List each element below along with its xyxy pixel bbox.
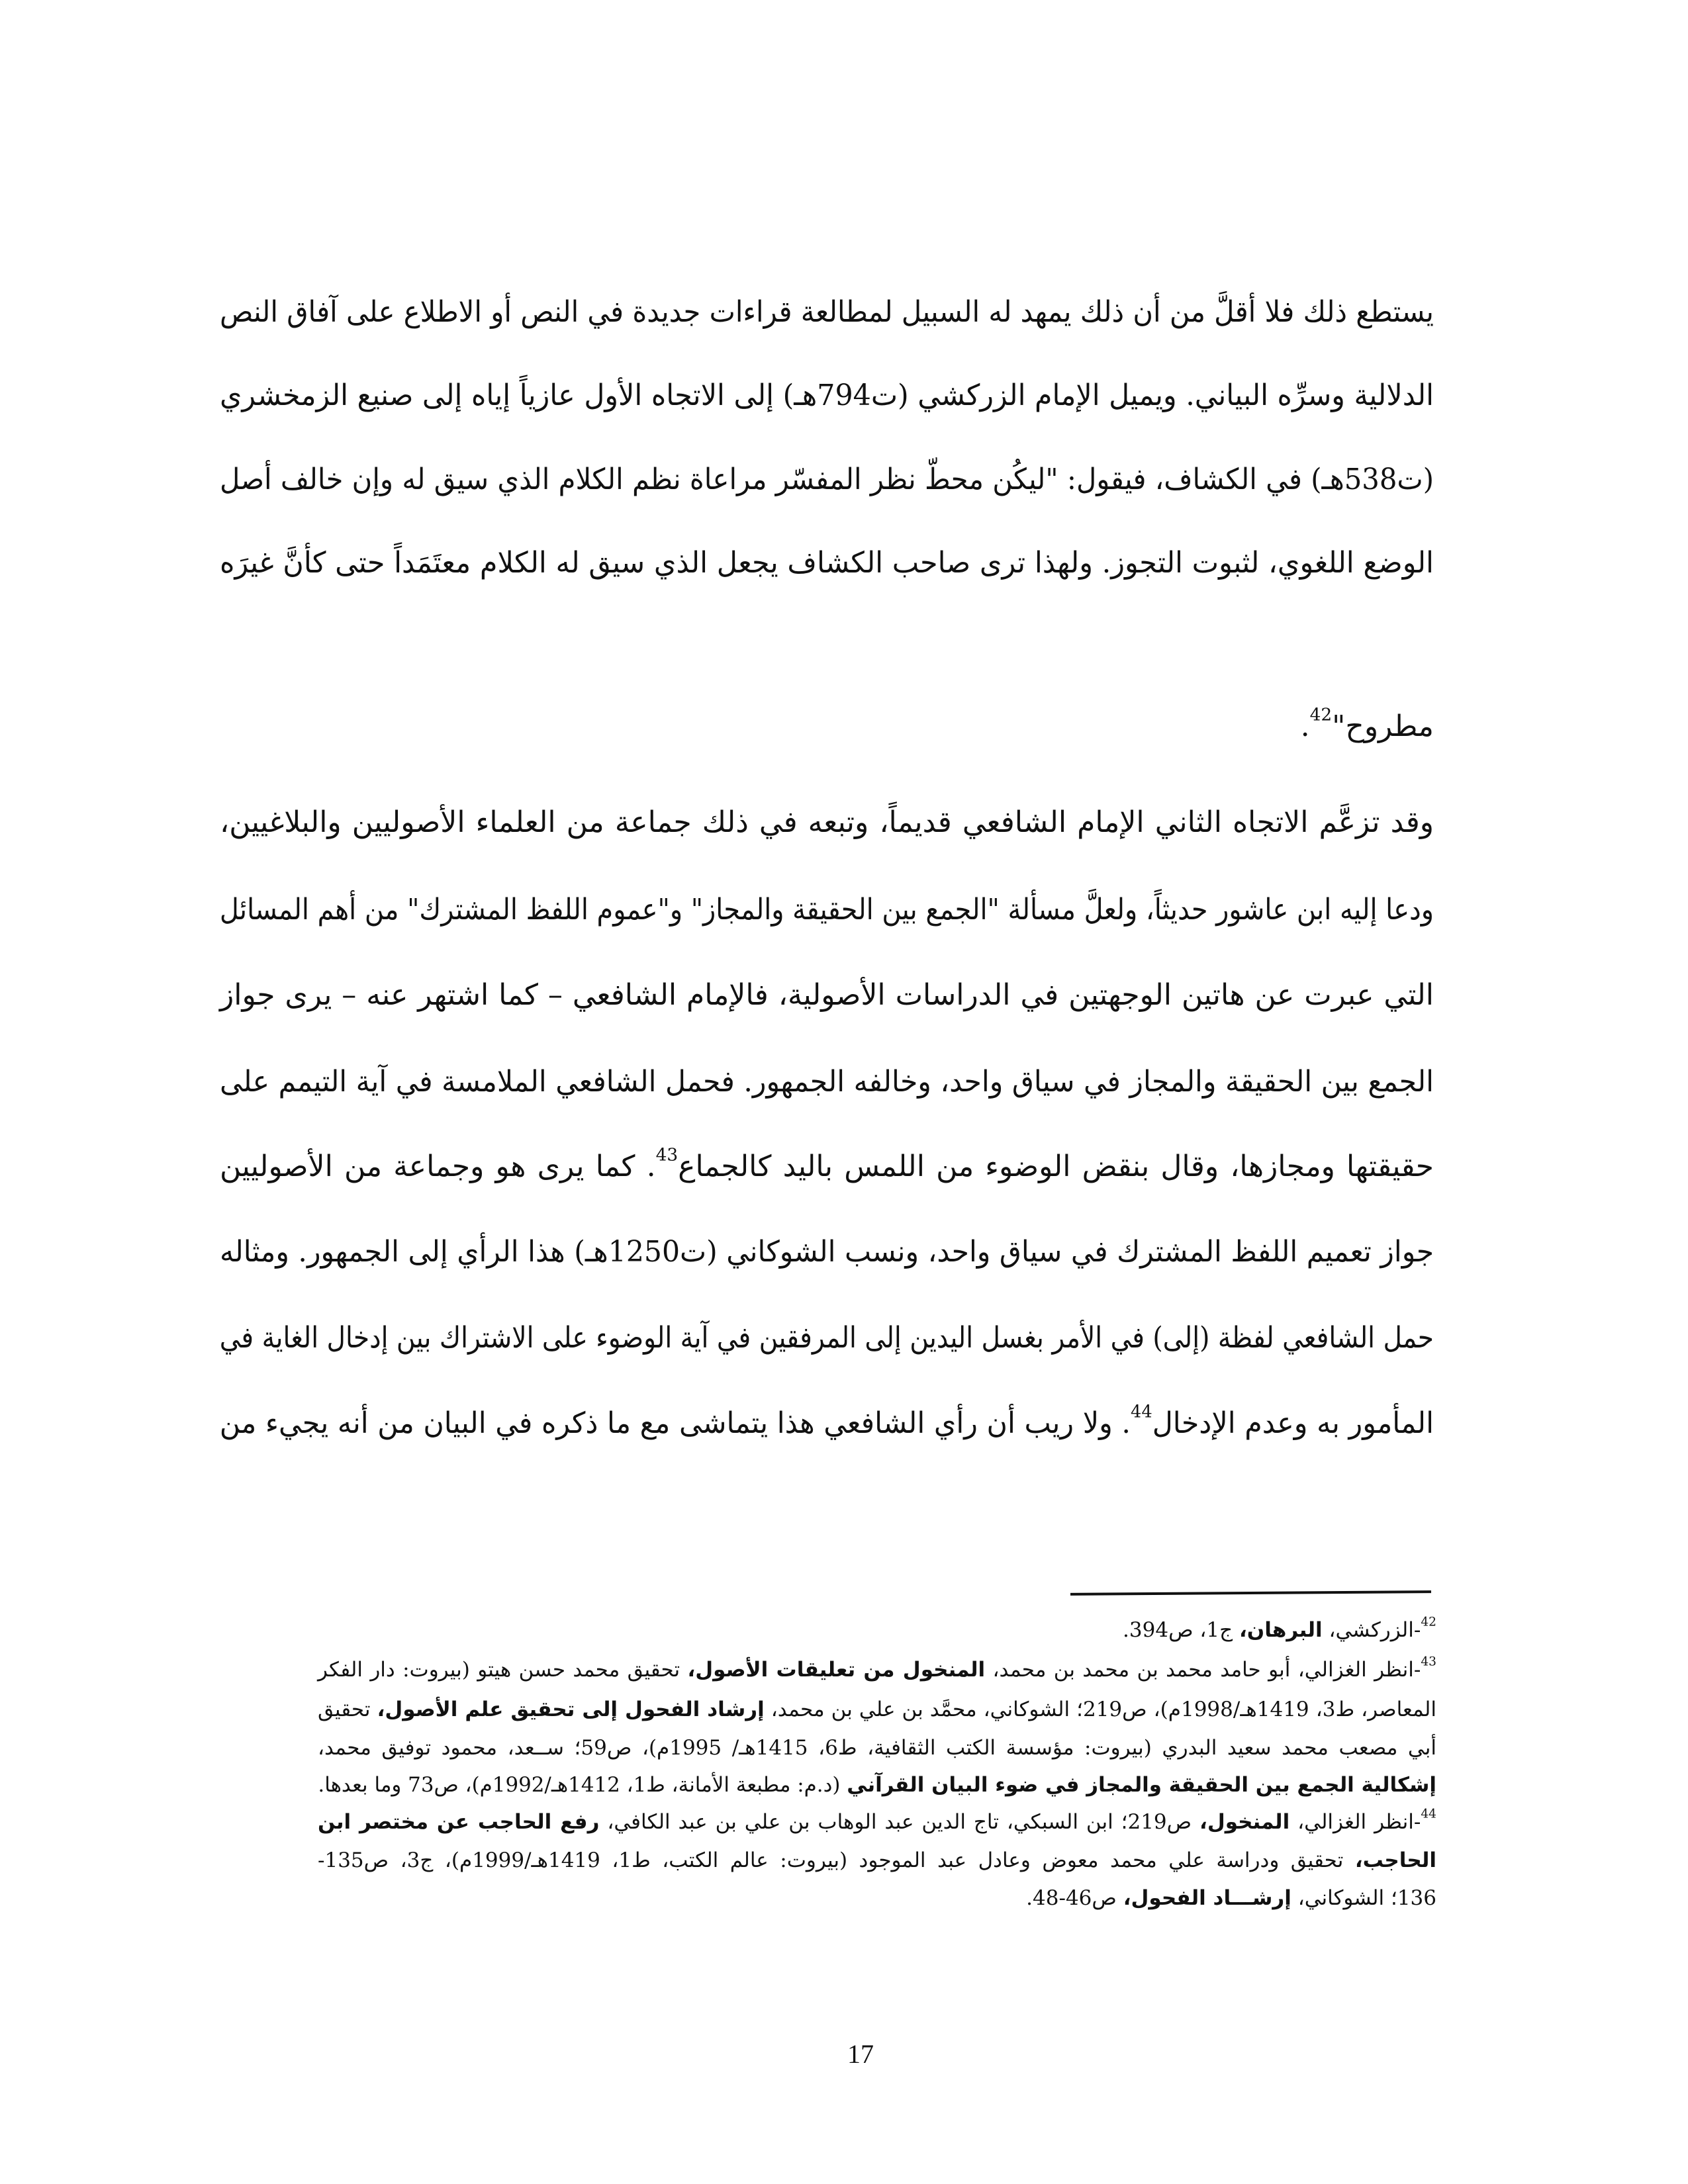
text-run: . ولا ريب أن رأي الشافعي هذا يتماشى مع ما ذكره في البيان من أنه يجيء من [219,1406,1131,1440]
footnote-line [318,1883,1436,1913]
text-line [220,1402,1434,1445]
text-run: المعاصر، ط3، 1419هـ/1998م)، ص219؛ الشوكاني، محمَّد بن علي بن محمد، [764,1698,1436,1721]
text-line [220,291,1434,334]
text-run: -انظر الغزالي، أبو حامد محمد بن محمد بن محمد، [985,1658,1421,1682]
bold-title: رفع الحاجب عن مختصر ابن [318,1810,600,1834]
footnote-line [318,1655,1436,1685]
text-run: 136؛ الشوكاني، [1291,1886,1436,1910]
text-line [220,974,1434,1017]
text-run: حقيقتها ومجازها، وقال بنقض الوضوء من اللمس باليد كالجماع [678,1150,1434,1183]
footnote-line [318,1845,1436,1876]
footnote-marker[interactable]: 42 [1421,1615,1436,1629]
footnote-line [318,1615,1436,1645]
footnote-line [318,1770,1436,1800]
text-run: الجمع بين الحقيقة والمجاز في سياق واحد، وخالفه الجمهور. فحمل الشافعي الملامسة في آية التيمم على [220,1065,1434,1099]
text-line [220,801,1434,844]
text-run: جواز تعميم اللفظ المشترك في سياق واحد، ونسب الشوكاني (ت1250هـ) هذا الرأي إلى الجمهور. ومثاله [219,1235,1434,1269]
text-run: التي عبرت عن هاتين الوجهتين في الدراسات الأصولية، فالإمام الشافعي – كما اشتهر عنه – يرى جواز [220,978,1434,1012]
footnote-marker[interactable]: 43 [655,1144,679,1165]
text-run: ص219؛ ابن السبكي، تاج الدين عبد الوهاب بن علي بن عبد الكافي، [599,1810,1200,1834]
footnote-marker[interactable]: 43 [1421,1655,1437,1669]
bold-title: المنخول، [1199,1810,1290,1834]
page-number: 17 [847,2039,874,2069]
footnote-separator [1070,1590,1431,1596]
text-line [220,1317,1434,1359]
footnote-marker[interactable]: 44 [1131,1401,1152,1422]
text-run: ج1، ص394. [1123,1618,1240,1642]
footnote-line [318,1733,1436,1763]
footnote-line [318,1807,1436,1837]
text-line [220,375,1434,417]
text-line [220,1146,1434,1188]
text-run: الوضع اللغوي، لثبوت التجوز. ولهذا ترى صاحب الكشاف يجعل الذي سيق له الكلام معتَمَداً حتى كأنَّ غيرَه [219,546,1434,580]
bold-title: الحاجب، [1354,1848,1437,1872]
bold-title: البرهان، [1239,1618,1323,1642]
footnote-line [318,1694,1436,1725]
text-run: (ت538هـ) في الكشاف، فيقول: "ليكُن محطّ نظر المفسّر مراعاة نظم الكلام الذي سيق له وإن خالف أصل [219,463,1434,496]
text-run: أبي مصعب محمد سعيد البدري (بيروت: مؤسسة الكتب الثقافية، ط6، 1415هـ/ 1995م)، ص59؛ ســعد، محمود توفيق محمد، [318,1736,1436,1760]
text-line [220,889,1434,931]
footnote-marker[interactable]: 44 [1421,1807,1436,1821]
text-line [220,459,1434,501]
bold-title: إشكالية الجمع بين الحقيقة والمجاز في ضوء البيان القرآني [847,1773,1436,1797]
text-run: وقد تزعَّم الاتجاه الثاني الإمام الشافعي قديماً، وتبعه في ذلك جماعة من العلماء الأصوليين والبلاغيين، [220,805,1434,839]
bold-title: المنخول من تعليقات الأصول، [687,1658,986,1682]
text-run: ودعا إليه ابن عاشور حديثاً، ولعلَّ مسألة "الجمع بين الحقيقة والمجاز" و"عموم اللفظ المشترك" من أهم المسائل [219,893,1434,927]
text-run: حمل الشافعي لفظة (إلى) في الأمر بغسل اليدين إلى المرفقين في آية الوضوء على الاشتراك بين إدخال الغاية في [219,1321,1434,1355]
text-run: (د.م: مطبعة الأمانة، ط1، 1412هـ/1992م)، ص73 وما بعدها. [318,1773,847,1797]
bold-title: إرشاد الفحول إلى تحقيق علم الأصول، [377,1698,765,1721]
text-run: تحقيق محمد حسن هيتو (بيروت: دار الفكر [318,1658,688,1682]
text-run: ص46-48. [1026,1886,1123,1910]
text-line [220,1231,1434,1273]
text-run: الدلالية وسرِّه البياني. ويميل الإمام الزركشي (ت794هـ) إلى الاتجاه الأول عازياً إياه إلى صنيع الزمخشري [219,379,1434,412]
text-run: . [1300,709,1310,743]
text-run: تحقيق ودراسة علي محمد معوض وعادل عبد الموجود (بيروت: عالم الكتب، ط1، 1419هـ/1999م)، ج3، ص135- [318,1848,1355,1872]
text-run: يستطع ذلك فلا أقلَّ من أن ذلك يمهد له السبيل لمطالعة قراءات جديدة في النص أو الاطلاع على آفاق النص [220,295,1434,329]
text-run: . كما يرى هو وجماعة من الأصوليين [220,1150,656,1183]
text-run: -الزركشي، [1322,1618,1421,1642]
text-line [220,542,1434,584]
text-run: تحقيق [318,1698,377,1721]
bold-title: إرشـــاد الفحول، [1123,1886,1291,1910]
footnote-marker[interactable]: 42 [1309,704,1333,725]
text-line [220,705,1434,748]
text-run: -انظر الغزالي، [1289,1810,1421,1834]
text-run: مطروح" [1332,709,1434,743]
text-line [220,1061,1434,1103]
text-run: المأمور به وعدم الإدخال [1152,1406,1434,1440]
